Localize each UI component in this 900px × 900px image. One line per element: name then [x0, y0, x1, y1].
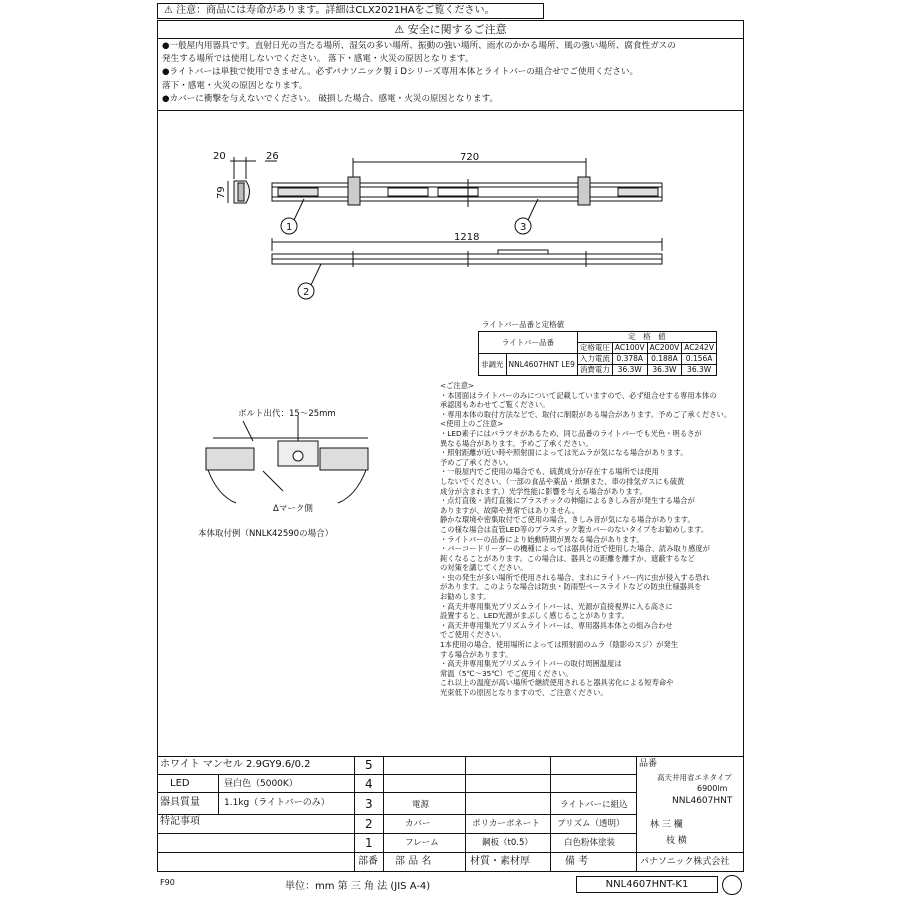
safety-line: 発生する場所では使用しないでください。 落下・感電・火災の原因となります。	[162, 54, 474, 65]
tb-part2-material: ポリカーボネート	[472, 819, 540, 829]
bolt-label: ボルト出代：15～25mm	[238, 409, 336, 419]
note-line: ・虫の発生が多い場所で使用される場合、まれにライトバー内に虫が侵入する恐れ	[440, 572, 710, 582]
revision-circle	[722, 875, 742, 895]
tb-color: ホワイト マンセル 2.9GY9.6/0.2	[160, 759, 311, 770]
spec-current: 0.378A	[612, 354, 647, 365]
note-line: <使用上のご注意>	[440, 419, 504, 429]
dim-20: 20	[213, 151, 226, 162]
tb-vline	[465, 756, 466, 871]
note-line: があります。このような場合は防虫・防雨型ベースライトなどの防虫仕様器具を	[440, 582, 702, 592]
note-line: ありますが、故障や異常ではありません。	[440, 505, 580, 515]
note-line: 静かな環境や密集取付でご使用の場合、きしみ音が気になる場合があります。	[440, 515, 695, 525]
spec-product: NNL4607HNT LE9	[506, 354, 577, 376]
tb-part2-remark: プリズム（透明）	[557, 819, 625, 829]
spec-col-product: ライトバー品番	[479, 332, 578, 354]
spec-row-current: 入力電流	[577, 354, 612, 365]
callout-1: 1	[286, 222, 293, 233]
tb-header-num: 部番	[358, 856, 378, 867]
dim-79: 79	[216, 186, 227, 199]
tb-header-material: 材質・素材厚	[470, 856, 530, 867]
tb-vline	[383, 756, 384, 871]
note-line: この様な場合は直管LED等のプラスチック製カバーのないタイプをお勧めします。	[440, 524, 709, 534]
tb-part1-remark: 白色粉体塗装	[564, 838, 616, 848]
tb-vline	[218, 774, 219, 814]
dim-26: 26	[266, 151, 279, 162]
note-line: 常温（5℃～35℃）でご使用ください。	[440, 668, 573, 678]
mark-label: Δマーク側	[273, 504, 313, 514]
body-label: 本体取付例（NNLK42590の場合）	[198, 529, 334, 539]
tb-sign1: 林 三 欄	[650, 820, 683, 830]
note-line: 光束低下の原因となりますので、ご注意ください。	[440, 688, 608, 697]
tb-company: パナソニック株式会社	[640, 857, 730, 867]
safety-line: ●一般屋内用器具です。直射日光の当たる場所、湿気の多い場所、振動の強い場所、雨水のかかる場所、風の強い場所、腐食性ガスの	[162, 41, 676, 51]
note-line: する場合があります。	[440, 649, 513, 659]
tb-mass: 1.1kg（ライトバーのみ）	[224, 798, 330, 808]
tb-led: LED	[170, 778, 190, 789]
spec-col-rating: 定 格 値	[577, 332, 716, 343]
spec-current: 0.188A	[647, 354, 682, 365]
tb-num-3: 3	[365, 797, 373, 811]
safety-heading: ⚠ 安全に関するご注意	[158, 21, 743, 39]
tb-part3-name: 電源	[412, 800, 430, 810]
tb-header-name: 部 品 名	[395, 856, 432, 867]
note-line: ・バーコードリーダーの機種によっては器具付近で使用した場合、読み取り感度が	[440, 544, 710, 554]
tb-part2-name: カバー	[405, 819, 431, 829]
tb-num-1: 1	[365, 836, 373, 850]
safety-line: ●カバーに衝撃を与えないでください。 破損した場合、感電・火災の原因となります。	[162, 93, 499, 104]
tb-product-code: NNL4607HNT	[672, 796, 733, 806]
usage-notes	[440, 381, 740, 698]
note-line: ・ライトバーの品番により始動時間が異なる場合があります。	[440, 534, 644, 544]
note-line: ・点灯直後・消灯直後にプラスチックの伸縮によるきしみ音が発生する場合が	[440, 496, 695, 506]
tb-line	[158, 792, 636, 793]
spec-power: 36.3W	[682, 365, 717, 376]
callout-2: 2	[303, 287, 310, 298]
tb-special-label: 特記事項	[160, 816, 200, 827]
tb-line	[158, 814, 636, 815]
spec-table	[478, 331, 717, 376]
dim-720: 720	[460, 152, 480, 163]
tb-num-2: 2	[365, 817, 373, 831]
tb-vline	[636, 756, 637, 871]
note-line: ・照射距離が近い時や照射面によっては光ムラが気になる場合があります。	[440, 448, 688, 458]
install-detail	[206, 416, 368, 503]
footer-unit: 単位：mm 第 三 角 法 (JIS A-4)	[285, 881, 431, 892]
spec-power: 36.3W	[612, 365, 647, 376]
spec-voltage: AC100V	[612, 343, 647, 354]
tb-vline	[550, 756, 551, 871]
safety-line: ●ライトバーは単独で使用できません。必ずパナソニック製ｉDシリーズ専用本体とライトバーの組合せでご使用ください。	[162, 67, 639, 78]
note-line: 予めご了承ください。	[440, 457, 513, 467]
note-line: ・本図面はライトバーのみについて記載していますので、必ず組合せする専用本体の	[440, 390, 717, 400]
cover-view	[272, 250, 662, 267]
tb-product-label: 品番	[639, 759, 658, 769]
tb-led-color: 昼白色（5000K）	[224, 779, 298, 789]
tb-part1-material: 鋼板（t0.5）	[482, 838, 533, 848]
tb-num-4: 4	[365, 777, 373, 791]
note-line: 設置すると、LED光源がまぶしく感じることがあります。	[440, 611, 629, 621]
tb-line	[158, 852, 743, 853]
tb-line	[158, 774, 636, 775]
spec-power: 36.3W	[647, 365, 682, 376]
callout-3: 3	[520, 222, 527, 233]
note-line: <ご注意>	[440, 381, 475, 390]
end-view	[228, 181, 250, 203]
spec-voltage: AC242V	[682, 343, 717, 354]
safety-line: 落下・感電・火災の原因となります。	[162, 80, 308, 91]
note-line: 鈍くなることがあります。この場合は、器具との距離を離すか、遮蔽するなど	[440, 553, 695, 563]
tb-product-desc1: 高天井用省エネタイプ	[657, 773, 732, 782]
note-line: ・高天井専用集光プリズムライトバーは、専用器具本体との組み合わせ	[440, 620, 673, 630]
tb-sign2: 枝 横	[666, 836, 687, 846]
tb-part1-name: フレーム	[405, 838, 439, 848]
spec-dimming: 非調光	[479, 354, 507, 376]
tb-part3-remark: ライトバーに組込	[560, 800, 628, 810]
note-line: ・高天井専用集光プリズムライトバーの取付周囲温度は	[440, 659, 622, 669]
tb-mass-label: 器具質量	[160, 797, 200, 808]
tb-header-remark: 備 考	[565, 856, 589, 867]
note-line: お勧めします。	[440, 592, 491, 602]
note-line: 1本使用の場合、使用場所によっては照射面のムラ（陰影のスジ）が発生	[440, 640, 679, 650]
note-line: ・一般屋内でご使用の場合でも、硫黄成分が存在する場所では使用	[440, 467, 659, 477]
top-notice: ⚠ 注意：商品には寿命があります。詳細はCLX2021HAをご覧ください。	[157, 3, 544, 19]
tb-line	[158, 833, 636, 834]
note-line: 成分が含まれます。）光学性能に影響を与える場合があります。	[440, 486, 647, 496]
note-line: 異なる場合があります。予めご了承ください。	[440, 438, 593, 448]
tb-num-5: 5	[365, 758, 373, 772]
footer-drawing-no: NNL4607HNT-K1	[576, 876, 718, 893]
note-line: でご使用ください。	[440, 630, 506, 640]
tb-product-desc2: 6900lm	[697, 784, 728, 793]
top-view-bar	[272, 177, 662, 207]
spec-row-power: 消費電力	[577, 365, 612, 376]
note-line: これ以上の温度が高い場所で継続使用されると器具劣化による短寿命や	[440, 678, 674, 688]
note-line: の対策を講じてください。	[440, 563, 528, 573]
note-line: ・高天井専用集光プリズムライトバーは、光源が直接視界に入る高さに	[440, 601, 673, 611]
spec-caption: ライトバー品番と定格値	[482, 320, 565, 329]
note-line: しないでください。（一部の食品や薬品・紙類また、車の排気ガスにも硫黄	[440, 476, 685, 486]
tb-vline	[354, 756, 355, 871]
spec-row-voltage: 定格電圧	[577, 343, 612, 354]
note-line: 承認図もあわせてご覧ください。	[440, 400, 550, 410]
safety-body	[162, 40, 737, 106]
footer-sheet: F90	[160, 878, 175, 887]
dim-1218: 1218	[454, 232, 480, 243]
spec-voltage: AC200V	[647, 343, 682, 354]
note-line: ・専用本体の取付方法などで、取付に制限がある場合があります。予めご了承ください。	[440, 409, 732, 419]
note-line: ・LED素子にはバラツキがあるため、同じ品番のライトバーでも光色・明るさが	[440, 428, 702, 438]
spec-current: 0.156A	[682, 354, 717, 365]
